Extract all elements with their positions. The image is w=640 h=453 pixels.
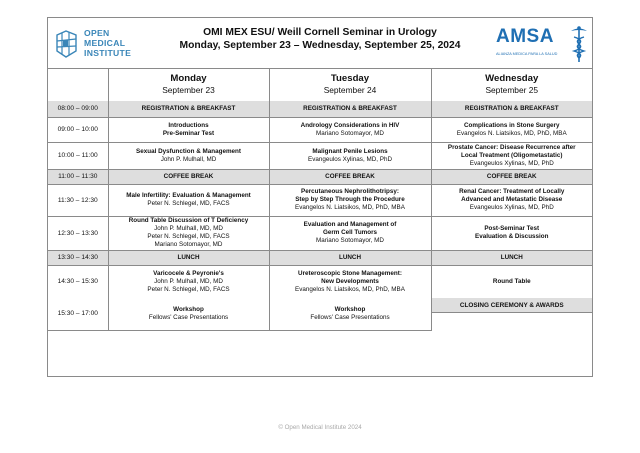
session-line: Male Infertility: Evaluation & Management bbox=[126, 192, 251, 199]
session-cell-tuesday bbox=[269, 101, 431, 117]
session-cell-wednesday bbox=[431, 184, 592, 216]
title-line-2: Monday, September 23 – Wednesday, September 25, 2024 bbox=[179, 40, 461, 51]
omi-logo-line: INSTITUTE bbox=[84, 48, 132, 58]
time-cell: 13:30 – 14:30 bbox=[48, 250, 108, 265]
session-cell-tuesday bbox=[269, 250, 431, 265]
session-line: Ureteroscopic Stone Management: bbox=[298, 269, 402, 277]
session-line: Evangelos N. Liatsikos, MD, PhD, MBA bbox=[295, 285, 405, 293]
time-cell: 11:30 – 12:30 bbox=[48, 184, 108, 216]
session-cell-tuesday bbox=[269, 169, 431, 184]
amsa-logo-tagline: ALIANZA MEDICA PARA LA SALUD bbox=[496, 52, 558, 56]
omi-logo bbox=[54, 27, 144, 61]
session-line: Fellows' Case Presentations bbox=[310, 313, 390, 321]
time-cell: 14:30 – 15:30 bbox=[48, 265, 108, 298]
session-line: REGISTRATION & BREAKFAST bbox=[303, 104, 397, 112]
table-row bbox=[48, 265, 592, 298]
time-cell: 08:00 – 09:00 bbox=[48, 101, 108, 117]
session-line: Evaluation and Management of bbox=[303, 221, 397, 228]
copyright-footer: © Open Medical Institute 2024 bbox=[278, 424, 362, 431]
time-cell: 10:00 – 11:00 bbox=[48, 142, 108, 169]
session-line: New Developments bbox=[321, 277, 379, 285]
session-cell-wednesday bbox=[431, 117, 592, 142]
page-title bbox=[148, 26, 492, 52]
session-line: Peter N. Schlegel, MD, FACS bbox=[147, 285, 230, 293]
day-header-wednesday bbox=[431, 68, 592, 101]
day-date: September 25 bbox=[485, 85, 539, 95]
time-cell: 12:30 – 13:30 bbox=[48, 216, 108, 250]
schedule-table bbox=[48, 68, 592, 331]
table-row bbox=[48, 117, 592, 142]
session-cell-tuesday bbox=[269, 184, 431, 216]
session-line: LUNCH bbox=[500, 253, 523, 261]
closing-ceremony-cell: CLOSING CEREMONY & AWARDS bbox=[431, 298, 592, 313]
session-cell-wednesday bbox=[431, 142, 592, 169]
session-line: Prostate Cancer: Disease Recurrence after bbox=[447, 143, 576, 151]
corner-cell bbox=[48, 68, 108, 101]
globe-grid-icon bbox=[54, 29, 80, 59]
session-cell-monday bbox=[108, 250, 269, 265]
day-header-monday bbox=[108, 68, 269, 101]
day-header-tuesday bbox=[269, 68, 431, 101]
session-cell-wednesday bbox=[431, 216, 592, 250]
session-line: John P. Mulhall, MD bbox=[160, 155, 217, 163]
day-name: Tuesday bbox=[330, 73, 370, 84]
session-line: Sexual Dysfunction & Management bbox=[136, 147, 241, 155]
session-line: Workshop bbox=[173, 305, 204, 313]
schedule-rows bbox=[48, 101, 592, 298]
session-line: LUNCH bbox=[177, 253, 200, 261]
session-line: COFFEE BREAK bbox=[163, 172, 214, 180]
session-line: John P. Mulhall, MD, MD bbox=[154, 225, 223, 232]
band-row bbox=[48, 169, 592, 184]
caduceus-icon bbox=[570, 25, 588, 63]
session-line: COFFEE BREAK bbox=[325, 172, 375, 180]
session-cell-monday bbox=[108, 169, 269, 184]
session-line: John P. Mulhall, MD, MD bbox=[154, 277, 223, 285]
session-cell-tuesday bbox=[269, 117, 431, 142]
session-cell-wednesday bbox=[431, 169, 592, 184]
session-line: Introductions bbox=[168, 121, 209, 129]
amsa-logo-word: AMSA bbox=[496, 26, 554, 47]
session-line: Peter N. Schlegel, MD, FACS bbox=[147, 200, 230, 207]
session-cell-monday bbox=[108, 298, 269, 330]
session-line: REGISTRATION & BREAKFAST bbox=[464, 104, 559, 112]
session-line: Varicocele & Peyronie's bbox=[153, 269, 224, 277]
session-line: Complications in Stone Surgery bbox=[463, 121, 560, 129]
session-line: Evangelos N. Liatsikos, MD, PhD, MBA bbox=[295, 204, 405, 211]
table-row bbox=[48, 298, 592, 313]
session-line: Workshop bbox=[334, 305, 366, 313]
title-line-1: OMI MEX ESU/ Weill Cornell Seminar in Urology bbox=[203, 27, 437, 38]
day-name: Monday bbox=[170, 73, 207, 84]
session-cell-monday bbox=[108, 101, 269, 117]
empty-cell bbox=[431, 313, 592, 331]
session-line: Post-Seminar Test bbox=[484, 225, 540, 232]
table-row bbox=[48, 142, 592, 169]
schedule-frame bbox=[47, 17, 593, 377]
schedule-header bbox=[48, 18, 592, 69]
session-cell-tuesday bbox=[269, 142, 431, 169]
session-cell-monday bbox=[108, 265, 269, 298]
time-cell: 15:30 – 17:00 bbox=[48, 298, 108, 330]
session-line: Germ Cell Tumors bbox=[322, 229, 378, 236]
session-cell-monday bbox=[108, 184, 269, 216]
day-name: Wednesday bbox=[485, 73, 539, 84]
session-line: Evangeulos Xylinas, MD, PhD bbox=[469, 159, 554, 167]
day-date: September 23 bbox=[162, 85, 215, 95]
amsa-logo bbox=[492, 24, 590, 64]
session-line: Mariano Sotomayor, MD bbox=[316, 237, 384, 244]
session-cell-tuesday bbox=[269, 265, 431, 298]
session-line: Evangelos N. Liatsikos, MD, PhD, MBA bbox=[456, 129, 567, 137]
session-cell-wednesday bbox=[431, 101, 592, 117]
session-line: Mariano Sotomayor, MD bbox=[316, 129, 384, 137]
session-line: Fellows' Case Presentations bbox=[148, 313, 229, 321]
session-cell-monday bbox=[108, 117, 269, 142]
session-line: Advanced and Metastatic Disease bbox=[461, 196, 563, 203]
day-header-row bbox=[48, 68, 592, 101]
session-line: Renal Cancer: Treatment of Locally bbox=[459, 188, 565, 195]
session-line: Round Table bbox=[492, 277, 531, 285]
session-line: REGISTRATION & BREAKFAST bbox=[141, 104, 236, 112]
session-line: Percutaneous Nephrolithotripsy: bbox=[301, 188, 399, 195]
session-cell-monday bbox=[108, 142, 269, 169]
session-line: Step by Step Through the Procedure bbox=[295, 196, 405, 203]
table-row bbox=[48, 216, 592, 250]
session-cell-wednesday bbox=[431, 265, 592, 298]
band-row bbox=[48, 101, 592, 117]
time-cell: 11:00 – 11:30 bbox=[48, 169, 108, 184]
session-line: Mariano Sotomayor, MD bbox=[154, 241, 223, 248]
session-line: Pre-Seminar Test bbox=[162, 129, 215, 137]
omi-logo-line: MEDICAL bbox=[84, 38, 126, 48]
session-line: Malignant Penile Lesions bbox=[312, 147, 388, 155]
session-line: COFFEE BREAK bbox=[486, 172, 537, 180]
table-row bbox=[48, 184, 592, 216]
session-line: LUNCH bbox=[338, 253, 362, 261]
band-row bbox=[48, 250, 592, 265]
session-cell-wednesday bbox=[431, 250, 592, 265]
session-line: Andrology Considerations in HIV bbox=[300, 121, 400, 129]
session-line: Evangeulos Xylinas, MD, PhD bbox=[308, 155, 392, 163]
time-cell: 09:00 – 10:00 bbox=[48, 117, 108, 142]
session-line: Round Table Discussion of T Deficiency bbox=[128, 217, 249, 224]
session-cell-monday bbox=[108, 216, 269, 250]
session-line: Evangeulos Xylinas, MD, PhD bbox=[469, 204, 554, 211]
day-date: September 24 bbox=[323, 85, 377, 95]
session-line: Local Treatment (Oligometastatic) bbox=[461, 151, 563, 159]
session-line: Evaluation & Discussion bbox=[475, 233, 549, 240]
omi-logo-line: OPEN bbox=[84, 28, 110, 38]
session-line: Peter N. Schlegel, MD, FACS bbox=[147, 233, 230, 240]
session-cell-tuesday bbox=[269, 216, 431, 250]
session-cell-tuesday bbox=[269, 298, 431, 330]
